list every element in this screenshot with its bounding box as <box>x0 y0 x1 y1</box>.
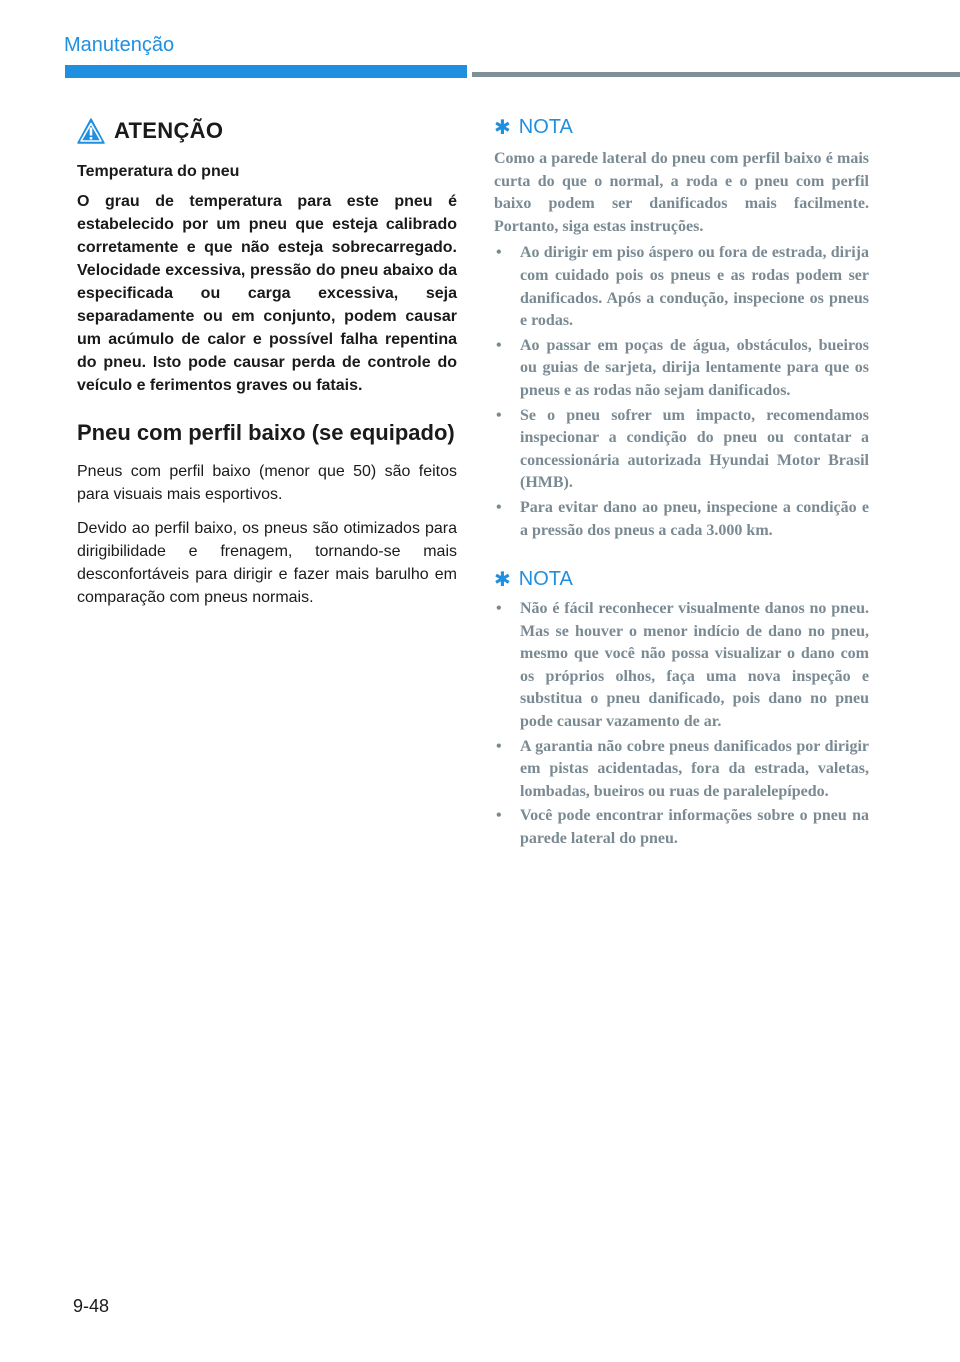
list-item: • Você pode encontrar informações sobre o pneu na parede lateral do pneu. <box>496 807 869 848</box>
section-paragraph-1: Pneus com perfil baixo (menor que 50) são feitos para visuais mais esportivos. <box>77 463 457 503</box>
right-column <box>494 112 869 853</box>
nota-star-icon: ✱ <box>494 116 511 139</box>
header-rule-blue <box>65 65 467 78</box>
nota1-heading <box>494 112 869 142</box>
list-item: • Para evitar dano ao pneu, inspecione a condição e a pressão dos pneus a cada 3.000 km. <box>496 498 869 539</box>
warning-title: ATENÇÃO <box>114 118 224 143</box>
nota1-intro: Como a parede lateral do pneu com perfil baixo é mais curta do que o normal, a roda e o pneu com perfil baixo podem ser danificados mais facilmente. Portanto, siga estas instruções. <box>494 150 869 235</box>
warning-body: O grau de temperatura para este pneu é estabelecido por um pneu que esteja calibrado corretamente e que não esteja sobrecarregado. Velocidade excessiva, pressão do pneu abaixo da especificada ou carga excessiva, seja separadamente ou em conjunto, podem causar um acúmulo de calor e possível falha repentina do pneu. Isto pode causar perda de controle do veículo e ferimentos graves ou fatais. <box>77 193 457 394</box>
list-item: • Ao dirigir em piso áspero ou fora de estrada, dirija com cuidado pois os pneus e as rodas podem ser danificados. Após a condução, inspecione os pneus e rodas. <box>496 244 869 330</box>
nota2-title: NOTA <box>518 567 573 590</box>
section-title: Pneu com perfil baixo (se equipado) <box>77 420 455 445</box>
warning-heading <box>77 112 457 150</box>
warning-triangle-icon <box>77 117 105 145</box>
nota-star-icon: ✱ <box>494 568 511 591</box>
nota1-title: NOTA <box>518 115 573 138</box>
page-section-title: Manutenção <box>64 34 175 56</box>
list-item: • Se o pneu sofrer um impacto, recomendamos inspecionar a condição do pneu ou contatar a concessionária autorizada Hyundai Motor Brasil (HMB). <box>496 406 869 492</box>
header-rule-gray <box>472 72 960 77</box>
nota2-heading <box>494 564 869 594</box>
nota1-list <box>494 242 869 542</box>
list-item: • Ao passar em poças de água, obstáculos, bueiros ou guias de sarjeta, dirija lentamente para que os pneus e as rodas não sejam danificados. <box>496 336 869 399</box>
left-column <box>77 112 457 609</box>
list-item: • Não é fácil reconhecer visualmente danos no pneu. Mas se houver o menor indício de dano no pneu, mesmo que você não possa visualizar o dano com os próprios olhos, faça uma nova inspeção e substitua o pneu danificado, pois dano no pneu pode causar vazamento de ar. <box>496 600 869 731</box>
nota2-list <box>494 598 869 851</box>
section-paragraph-2: Devido ao perfil baixo, os pneus são otimizados para dirigibilidade e frenagem, tornando-se mais desconfortáveis para dirigir e fazer mais barulho em comparação com pneus normais. <box>77 520 457 606</box>
list-item: • A garantia não cobre pneus danificados por dirigir em pistas acidentadas, fora da estrada, valetas, lombadas, bueiros ou ruas de paralelepípedo. <box>496 737 869 800</box>
warning-subtitle: Temperatura do pneu <box>77 163 240 180</box>
page-number: 9-48 <box>73 1296 110 1316</box>
